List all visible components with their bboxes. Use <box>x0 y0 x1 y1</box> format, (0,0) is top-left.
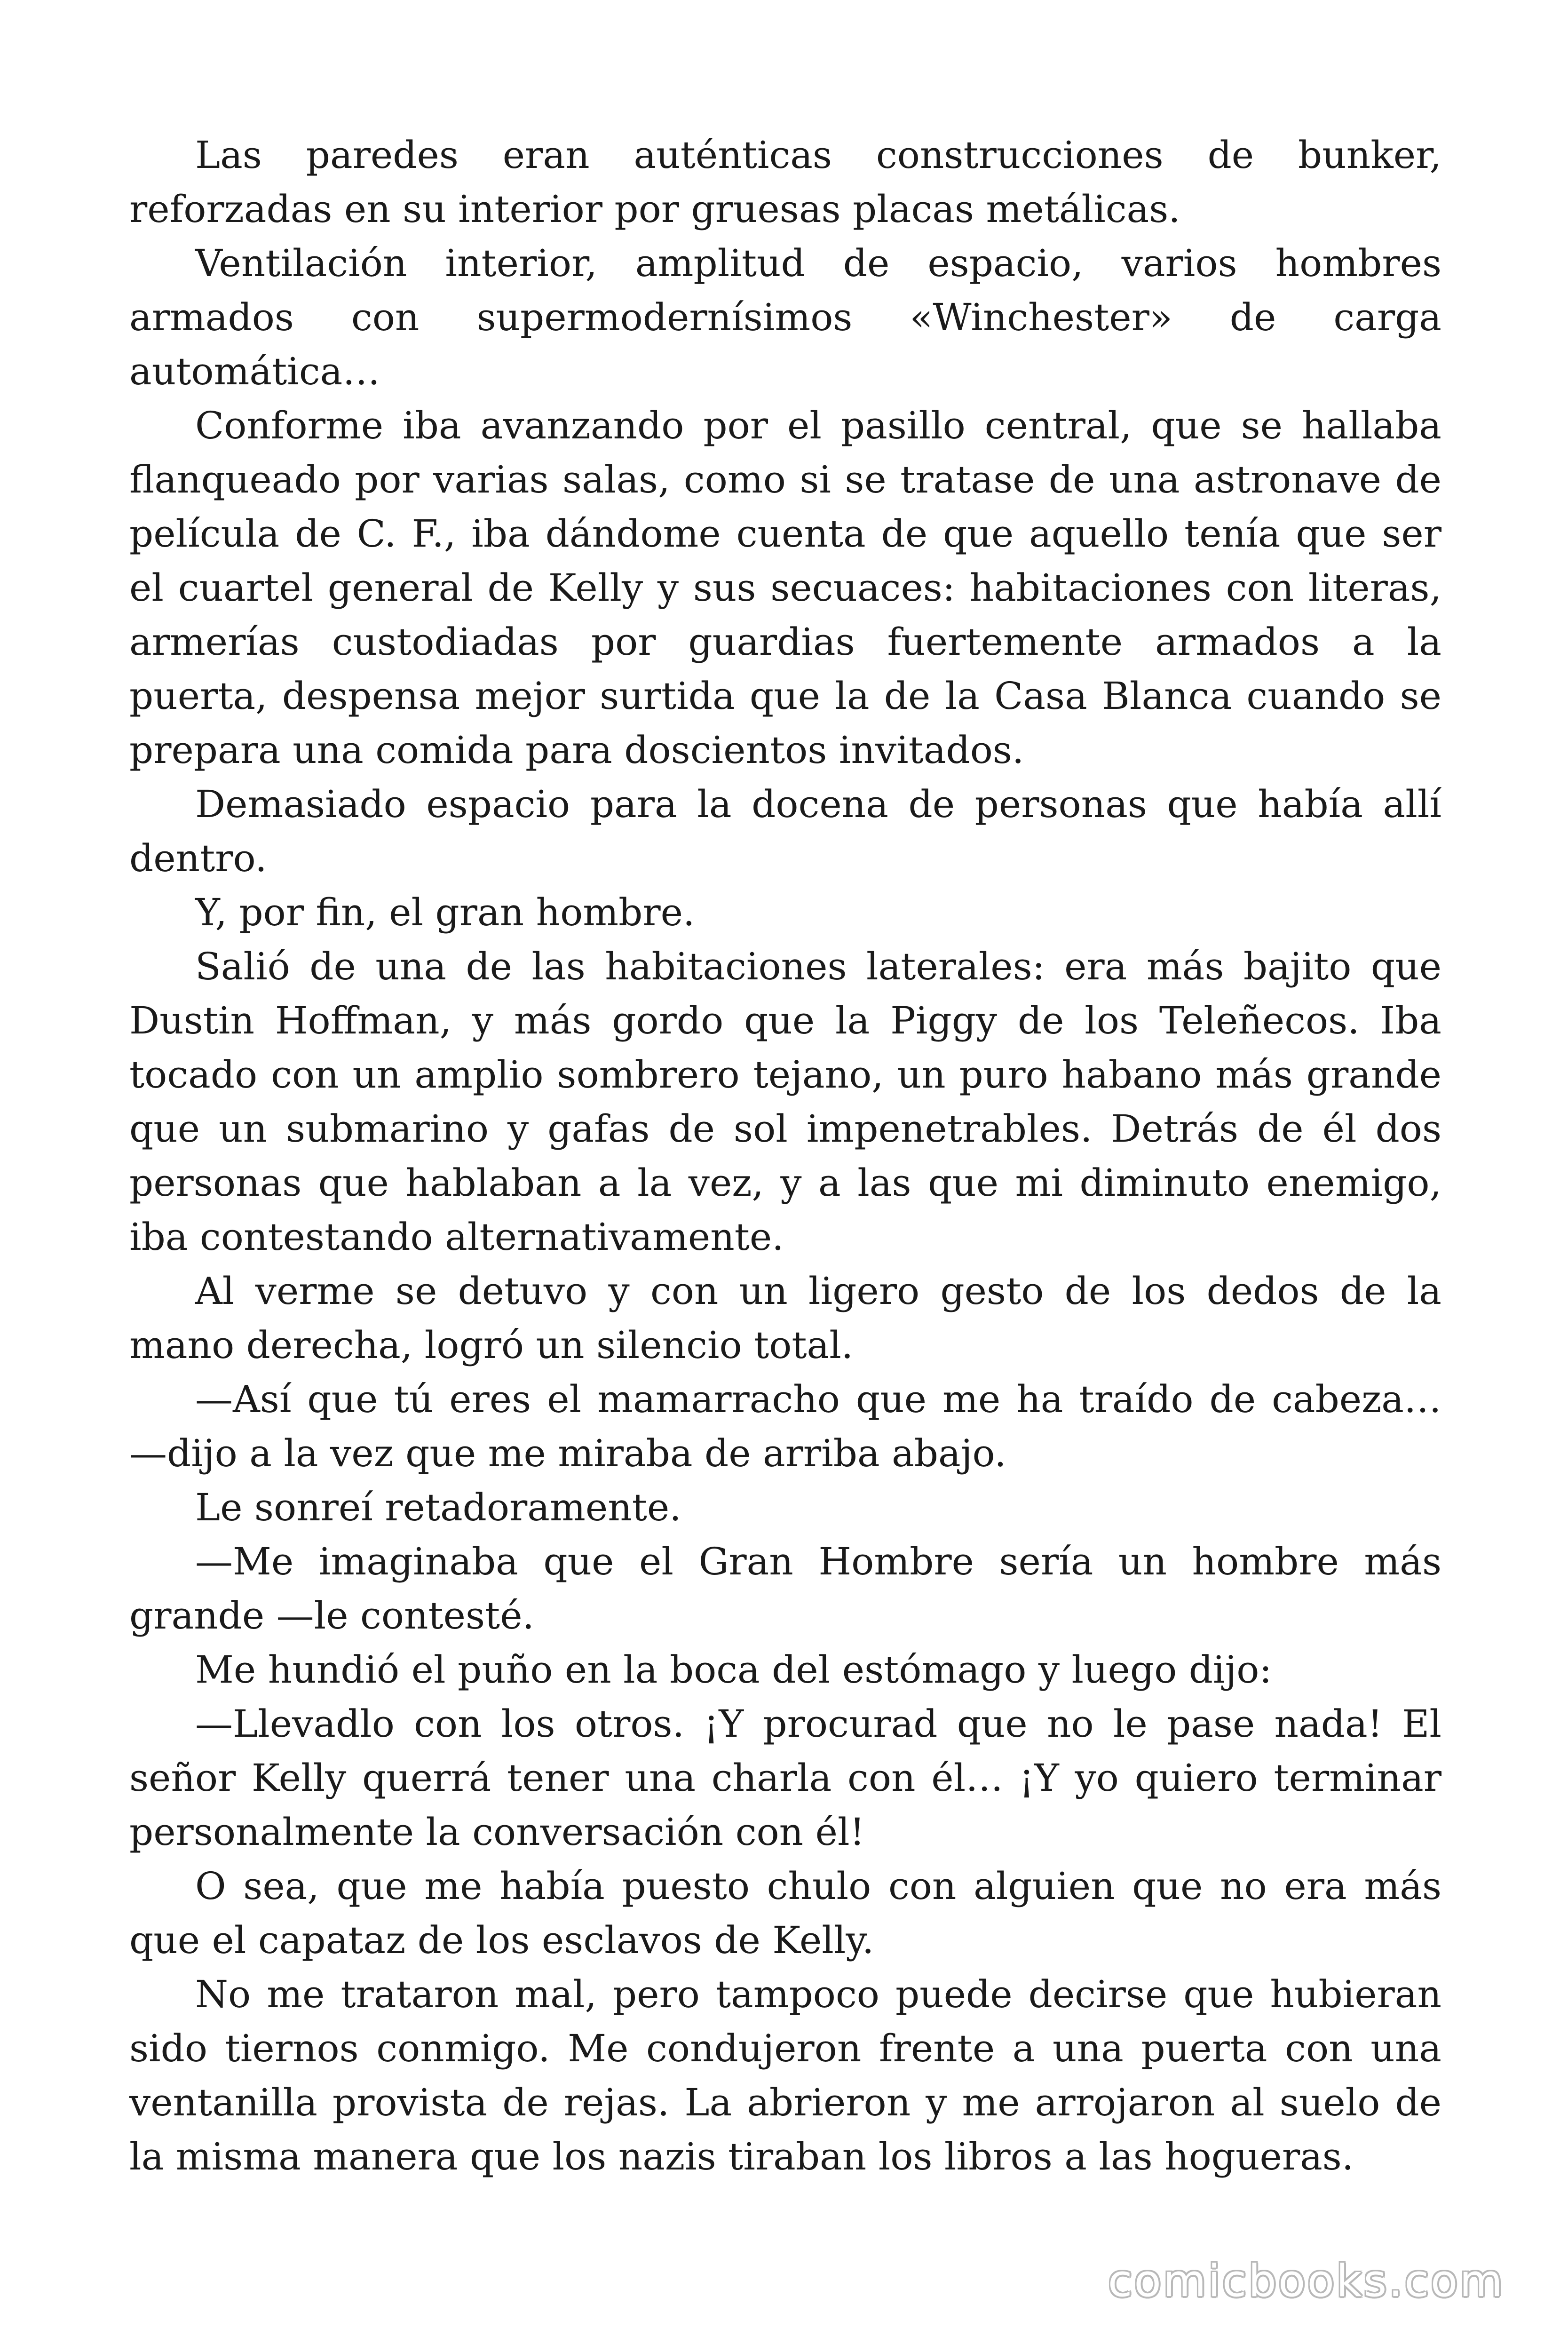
paragraph: Al verme se detuvo y con un ligero gesto de los dedos de la mano derecha, logró un silencio total. <box>129 1269 1441 1367</box>
paragraph: —Llevadlo con los otros. ¡Y procurad que no le pase nada! El señor Kelly querrá tener una charla con él… ¡Y yo quiero terminar personalmente la conversación con él! <box>129 1702 1441 1854</box>
paragraph: Conforme iba avanzando por el pasillo central, que se hallaba flanqueado por varias salas, como si se tratase de una astronave de película de C. F., iba dándome cuenta de que aquello tenía que ser el cuartel general de Kelly y sus secuaces: habitaciones con literas, armerías custodiadas por guardias fuertemente armados a la puerta, despensa mejor surtida que la de la Casa Blanca cuando se prepara una comida para doscientos invitados. <box>129 404 1441 772</box>
body-text <box>129 128 1441 2184</box>
paragraph: Le sonreí retadoramente. <box>195 1486 681 1529</box>
paragraph: —Me imaginaba que el Gran Hombre sería un hombre más grande —le contesté. <box>129 1540 1441 1637</box>
paragraph: Me hundió el puño en la boca del estómago y luego dijo: <box>195 1648 1272 1692</box>
paragraph: Las paredes eran auténticas construcciones de bunker, reforzadas en su interior por gruesas placas metálicas. <box>129 133 1441 231</box>
paragraph: Demasiado espacio para la docena de personas que había allí dentro. <box>129 782 1441 880</box>
paragraph: Salió de una de las habitaciones laterales: era más bajito que Dustin Hoffman, y más gordo que la Piggy de los Teleñecos. Iba tocado con un amplio sombrero tejano, un puro habano más grande que un submarino y gafas de sol impenetrables. Detrás de él dos personas que hablaban a la vez, y a las que mi diminuto enemigo, iba contestando alternativamente. <box>129 945 1441 1259</box>
paragraph: —Así que tú eres el mamarracho que me ha traído de cabeza… —dijo a la vez que me miraba de arriba abajo. <box>129 1377 1441 1475</box>
paragraph: O sea, que me había puesto chulo con alguien que no era más que el capataz de los esclavos de Kelly. <box>129 1864 1441 1962</box>
watermark-text: comicbooks.com <box>1108 2256 1505 2307</box>
paragraph: Y, por fin, el gran hombre. <box>195 890 695 934</box>
paragraph: Ventilación interior, amplitud de espacio, varios hombres armados con supermodernísimos «Winchester» de carga automática… <box>129 241 1441 393</box>
paragraph: No me trataron mal, pero tampoco puede decirse que hubieran sido tiernos conmigo. Me condujeron frente a una puerta con una ventanilla provista de rejas. La abrieron y me arrojaron al suelo de la misma manera que los nazis tiraban los libros a las hogueras. <box>129 1972 1441 2178</box>
